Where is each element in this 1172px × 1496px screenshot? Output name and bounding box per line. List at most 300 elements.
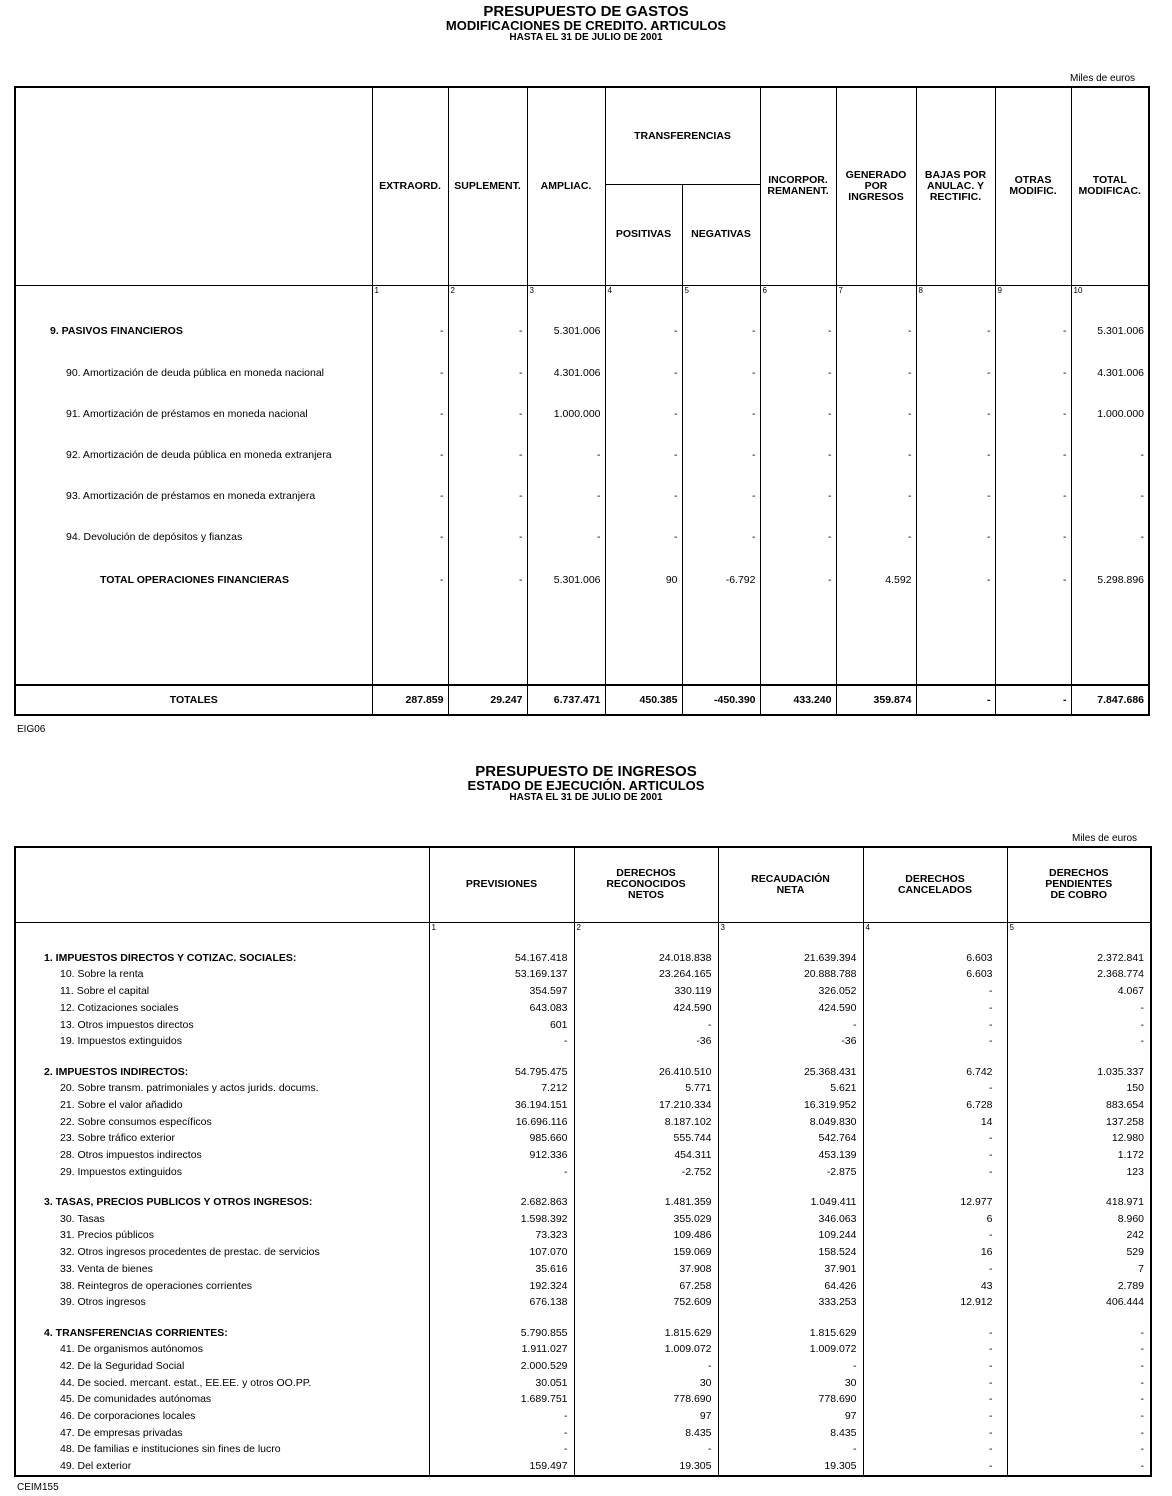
- header-total: [1071, 87, 1149, 285]
- ingresos-row: [15, 1244, 1151, 1261]
- row-value: 1.000.000: [527, 393, 605, 434]
- row-value: -: [760, 476, 836, 517]
- blank-cell: [574, 933, 718, 950]
- row-value: -: [1007, 1441, 1151, 1458]
- row-value: -: [995, 517, 1071, 558]
- blank-cell: [429, 1311, 574, 1325]
- row-value: 8.049.830: [718, 1113, 863, 1130]
- blank-cell: [574, 1475, 718, 1476]
- row-value: 1.815.629: [718, 1324, 863, 1341]
- row-value: -: [527, 476, 605, 517]
- row-value: -: [448, 434, 527, 475]
- row-label: 19. Impuestos extinguidos: [60, 1035, 182, 1048]
- ingresos-date: HASTA EL 31 DE JULIO DE 2001: [509, 792, 663, 803]
- blank-cell: [15, 1475, 429, 1476]
- row-label: 30. Tasas: [60, 1212, 105, 1225]
- row-value: -: [916, 311, 995, 352]
- gastos-row: [15, 434, 1149, 475]
- row-value: -: [527, 517, 605, 558]
- ingresos-spacer-row: [15, 1050, 1151, 1064]
- blank-cell: [760, 558, 836, 572]
- row-value: -: [448, 393, 527, 434]
- row-value: -: [1071, 476, 1149, 517]
- blank-cell: [760, 588, 836, 685]
- totales-value: 450.385: [605, 685, 682, 715]
- row-value: 454.311: [574, 1147, 718, 1164]
- blank-cell: [836, 588, 916, 685]
- row-value: 778.690: [574, 1391, 718, 1408]
- row-value: 326.052: [718, 983, 863, 1000]
- row-value: 30: [718, 1374, 863, 1391]
- blank-cell: [863, 1180, 1007, 1194]
- row-value: -: [372, 434, 448, 475]
- row-value: 16: [863, 1244, 1007, 1261]
- row-value: 16.319.952: [718, 1097, 863, 1114]
- row-value: 2.372.841: [1007, 949, 1151, 966]
- row-label: 13. Otros impuestos directos: [60, 1018, 194, 1031]
- blank-cell: [682, 588, 760, 685]
- ingresos-row: [15, 1260, 1151, 1277]
- row-label: 32. Otros ingresos procedentes de prestac. de servicios: [60, 1246, 320, 1259]
- row-value: -: [1007, 1016, 1151, 1033]
- header-generado-line-1: GENERADO: [845, 168, 907, 181]
- ingresos-row: [15, 983, 1151, 1000]
- header-previsiones: PREVISIONES: [429, 847, 574, 922]
- row-value: -: [448, 476, 527, 517]
- row-value: -: [1007, 1033, 1151, 1050]
- row-value: -: [995, 352, 1071, 393]
- row-value: -: [372, 352, 448, 393]
- row-label: 31. Precios públicos: [60, 1229, 154, 1242]
- totales-value: -450.390: [682, 685, 760, 715]
- row-value: -: [863, 1324, 1007, 1341]
- gastos-units: Miles de euros: [1070, 73, 1136, 84]
- blank-cell: [1071, 588, 1149, 685]
- header-cancelados-line-1: DERECHOS: [905, 872, 965, 885]
- header-cancelados: [863, 847, 1007, 922]
- colnum-3: 3: [527, 285, 605, 311]
- gastos-row: [15, 311, 1149, 352]
- blank-cell: [916, 588, 995, 685]
- ingresos-row: [15, 1130, 1151, 1147]
- row-value: -: [448, 517, 527, 558]
- row-value: 1.598.392: [429, 1210, 574, 1227]
- row-label: 9. PASIVOS FINANCIEROS: [50, 325, 183, 338]
- row-value: -36: [718, 1033, 863, 1050]
- header-cancelados-line-2: CANCELADOS: [897, 883, 973, 896]
- colnum-9: 9: [995, 285, 1071, 311]
- row-value: 7.212: [429, 1080, 574, 1097]
- blank-cell: [448, 588, 527, 685]
- totales-value: -: [995, 685, 1071, 715]
- row-value: 8.960: [1007, 1210, 1151, 1227]
- row-label: 44. De socied. mercant. estat., EE.EE. y otros OO.PP.: [60, 1376, 312, 1389]
- header-positivas: POSITIVAS: [605, 185, 682, 285]
- row-value: 601: [429, 1016, 574, 1033]
- row-value: 12.977: [863, 1194, 1007, 1211]
- row-value: 1.481.359: [574, 1194, 718, 1211]
- row-value: -: [863, 1080, 1007, 1097]
- row-value: -: [1007, 1458, 1151, 1475]
- blank-cell: [1007, 1475, 1151, 1476]
- row-value: 1.172: [1007, 1147, 1151, 1164]
- row-value: 137.258: [1007, 1113, 1151, 1130]
- row-value: -: [863, 1441, 1007, 1458]
- row-value: -: [682, 517, 760, 558]
- row-value: -: [429, 1424, 574, 1441]
- row-value: 883.654: [1007, 1097, 1151, 1114]
- row-value: 4.301.006: [1071, 352, 1149, 393]
- header-generado-line-2: POR: [864, 179, 888, 192]
- header-derechos-reconocidos-line-3: NETOS: [628, 889, 664, 902]
- row-value: 555.744: [574, 1130, 718, 1147]
- gastos-row: [15, 476, 1149, 517]
- row-label: 3. TASAS, PRECIOS PUBLICOS Y OTROS INGRESOS:: [44, 1196, 313, 1209]
- header-ampliac: AMPLIAC.: [527, 87, 605, 285]
- row-value: -: [863, 1358, 1007, 1375]
- ingresos-row: [15, 1097, 1151, 1114]
- row-value: 26.410.510: [574, 1063, 718, 1080]
- row-value: -: [995, 393, 1071, 434]
- row-value: 16.696.116: [429, 1113, 574, 1130]
- row-label: 91. Amortización de préstamos en moneda nacional: [66, 407, 308, 420]
- row-value: -: [605, 352, 682, 393]
- row-value: -: [718, 1016, 863, 1033]
- ingresos-body: [15, 933, 1151, 1475]
- row-value: 6.728: [863, 1097, 1007, 1114]
- row-value: 643.083: [429, 999, 574, 1016]
- blank-cell: [15, 1050, 429, 1064]
- row-value: 7: [1007, 1260, 1151, 1277]
- row-value: 5.771: [574, 1080, 718, 1097]
- row-value: 529: [1007, 1244, 1151, 1261]
- total-operaciones-value: 4.592: [836, 572, 916, 588]
- row-label: 92. Amortización de deuda pública en moneda extranjera: [66, 449, 332, 461]
- total-operaciones-value: 5.298.896: [1071, 572, 1149, 588]
- ingresos-row: [15, 1227, 1151, 1244]
- colnum-4: 4: [605, 285, 682, 311]
- ingresos-chapter-row: [15, 949, 1151, 966]
- row-value: 97: [718, 1408, 863, 1425]
- row-label: 48. De familias e instituciones sin fines de lucro: [60, 1443, 281, 1456]
- ingresos-chapter-row: [15, 1324, 1151, 1341]
- gastos-body: [15, 311, 1149, 558]
- header-recaudacion-line-1: RECAUDACIÓN: [751, 872, 830, 885]
- blank-cell: [574, 1050, 718, 1064]
- header-extraord: EXTRAORD.: [372, 87, 448, 285]
- row-value: 333.253: [718, 1294, 863, 1311]
- ing-colnum-4: 4: [863, 922, 1007, 932]
- row-value: 1.049.411: [718, 1194, 863, 1211]
- ing-colnum-1: 1: [429, 922, 574, 932]
- row-value: -: [429, 1408, 574, 1425]
- row-value: 985.660: [429, 1130, 574, 1147]
- row-value: 4.067: [1007, 983, 1151, 1000]
- row-value: 12.980: [1007, 1130, 1151, 1147]
- blank-cell: [1071, 558, 1149, 572]
- row-value: -: [605, 517, 682, 558]
- blank-cell: [863, 933, 1007, 950]
- totales-value: 287.859: [372, 685, 448, 715]
- ing-colnum-3: 3: [718, 922, 863, 932]
- row-value: -36: [574, 1033, 718, 1050]
- row-value: -: [1007, 1358, 1151, 1375]
- row-label: 42. De la Seguridad Social: [60, 1359, 185, 1372]
- row-value: -: [605, 393, 682, 434]
- header-generado-line-3: INGRESOS: [848, 190, 904, 203]
- row-value: -2.752: [574, 1163, 718, 1180]
- row-value: 73.323: [429, 1227, 574, 1244]
- row-value: 17.210.334: [574, 1097, 718, 1114]
- blank-cell: [429, 1180, 574, 1194]
- totales-value: 6.737.471: [527, 685, 605, 715]
- row-value: -: [682, 352, 760, 393]
- row-value: -: [1007, 1408, 1151, 1425]
- row-label: 29. Impuestos extinguidos: [60, 1165, 182, 1178]
- blank-cell: [916, 558, 995, 572]
- header-incorpor-line-1: INCORPOR.: [768, 174, 828, 187]
- blank-cell: [15, 1180, 429, 1194]
- row-value: 107.070: [429, 1244, 574, 1261]
- ingresos-row: [15, 999, 1151, 1016]
- row-value: -: [1007, 1324, 1151, 1341]
- row-value: 43: [863, 1277, 1007, 1294]
- blank-cell: [718, 1180, 863, 1194]
- header-total-line-2: MODIFICAC.: [1078, 185, 1141, 198]
- row-value: -: [605, 311, 682, 352]
- total-operaciones-value: -: [372, 572, 448, 588]
- row-value: -: [916, 434, 995, 475]
- row-value: -: [863, 999, 1007, 1016]
- row-label: 11. Sobre el capital: [60, 985, 150, 998]
- header-pendientes: [1007, 847, 1151, 922]
- gastos-row: [15, 517, 1149, 558]
- row-value: -: [760, 352, 836, 393]
- row-value: 54.167.418: [429, 949, 574, 966]
- row-value: 6.603: [863, 966, 1007, 983]
- row-value: -: [995, 311, 1071, 352]
- blank-cell: [1007, 1311, 1151, 1325]
- row-label: 23. Sobre tráfico exterior: [60, 1132, 175, 1145]
- row-value: 8.187.102: [574, 1113, 718, 1130]
- row-value: -: [836, 517, 916, 558]
- row-value: -: [448, 311, 527, 352]
- colnum-5: 5: [682, 285, 760, 311]
- row-value: 1.911.027: [429, 1341, 574, 1358]
- row-label: 4. TRANSFERENCIAS CORRIENTES:: [44, 1326, 228, 1339]
- gastos-header-concept: [15, 87, 372, 285]
- header-incorpor-line-2: REMANENT.: [767, 185, 829, 198]
- row-value: -: [863, 1033, 1007, 1050]
- blank-cell: [995, 588, 1071, 685]
- ingresos-title: PRESUPUESTO DE INGRESOS: [475, 763, 697, 780]
- row-value: -: [1007, 1424, 1151, 1441]
- row-value: -: [760, 393, 836, 434]
- row-value: -: [574, 1358, 718, 1375]
- header-bajas: [916, 87, 995, 285]
- ingresos-row: [15, 1391, 1151, 1408]
- row-value: -: [760, 311, 836, 352]
- header-total-line-1: TOTAL: [1092, 174, 1127, 187]
- row-label: 12. Cotizaciones sociales: [60, 1001, 179, 1014]
- blank-cell: [718, 933, 863, 950]
- row-value: 355.029: [574, 1210, 718, 1227]
- row-value: 53.169.137: [429, 966, 574, 983]
- totales-value: 359.874: [836, 685, 916, 715]
- blank-cell: [995, 558, 1071, 572]
- row-value: 158.524: [718, 1244, 863, 1261]
- header-bajas-line-1: BAJAS POR: [924, 168, 987, 181]
- row-value: 330.119: [574, 983, 718, 1000]
- row-value: -2.875: [718, 1163, 863, 1180]
- row-label: 90. Amortización de deuda pública en moneda nacional: [66, 366, 325, 379]
- row-value: -: [574, 1441, 718, 1458]
- row-label: 41. De organismos autónomos: [60, 1343, 203, 1356]
- ing-colnum-blank: [15, 922, 429, 932]
- row-value: 1.035.337: [1007, 1063, 1151, 1080]
- row-value: 20.888.788: [718, 966, 863, 983]
- gastos-header-row-1: [15, 87, 1149, 185]
- row-label: 49. Del exterior: [60, 1460, 132, 1473]
- gastos-table: [14, 86, 1150, 716]
- gastos-title: PRESUPUESTO DE GASTOS: [483, 3, 689, 20]
- row-value: -: [836, 393, 916, 434]
- row-value: 354.597: [429, 983, 574, 1000]
- row-value: -: [448, 352, 527, 393]
- gastos-colnum-row: [15, 285, 1149, 311]
- row-label: 45. De comunidades autónomas: [60, 1393, 212, 1406]
- blank-cell: [682, 558, 760, 572]
- row-value: 424.590: [574, 999, 718, 1016]
- blank-cell: [836, 558, 916, 572]
- blank-cell: [448, 558, 527, 572]
- row-value: 6: [863, 1210, 1007, 1227]
- header-recaudacion-line-2: NETA: [776, 883, 805, 896]
- row-value: 97: [574, 1408, 718, 1425]
- row-value: 123: [1007, 1163, 1151, 1180]
- gastos-title-block: [0, 4, 1172, 44]
- row-label: 10. Sobre la renta: [60, 968, 144, 981]
- row-value: 676.138: [429, 1294, 574, 1311]
- ingresos-row: [15, 1441, 1151, 1458]
- gastos-date: HASTA EL 31 DE JULIO DE 2001: [509, 32, 663, 43]
- row-value: -: [863, 1163, 1007, 1180]
- row-value: 5.301.006: [527, 311, 605, 352]
- ingresos-row: [15, 1163, 1151, 1180]
- totales-value: 7.847.686: [1071, 685, 1149, 715]
- total-operaciones-value: -: [760, 572, 836, 588]
- blank-cell: [718, 1311, 863, 1325]
- ingresos-units: Miles de euros: [1072, 833, 1138, 844]
- ingresos-row: [15, 966, 1151, 983]
- total-operaciones-value: 5.301.006: [527, 572, 605, 588]
- ingresos-colnum-row: [15, 922, 1151, 932]
- header-derechos-reconocidos-line-1: DERECHOS: [616, 867, 676, 880]
- header-derechos-reconocidos-line-2: RECONOCIDOS: [606, 878, 686, 891]
- row-value: 36.194.151: [429, 1097, 574, 1114]
- row-value: -: [916, 517, 995, 558]
- row-value: 67.258: [574, 1277, 718, 1294]
- row-value: 8.435: [718, 1424, 863, 1441]
- row-value: -: [372, 517, 448, 558]
- row-label: 94. Devolución de depósitos y fianzas: [66, 531, 243, 544]
- row-value: 542.764: [718, 1130, 863, 1147]
- blank-cell: [429, 1475, 574, 1476]
- row-value: -: [863, 1408, 1007, 1425]
- blank-cell: [863, 1311, 1007, 1325]
- row-value: -: [682, 393, 760, 434]
- row-value: -: [372, 476, 448, 517]
- blank-cell: [429, 933, 574, 950]
- blank-cell: [15, 588, 372, 685]
- header-derechos-reconocidos: [574, 847, 718, 922]
- row-value: 37.908: [574, 1260, 718, 1277]
- row-value: 5.621: [718, 1080, 863, 1097]
- row-value: 19.305: [718, 1458, 863, 1475]
- gastos-row: [15, 352, 1149, 393]
- header-otras-line-2: MODIFIC.: [1009, 185, 1057, 198]
- ingresos-table: [14, 846, 1152, 1477]
- ingresos-row: [15, 1341, 1151, 1358]
- ingresos-row: [15, 1408, 1151, 1425]
- row-label: 22. Sobre consumos específicos: [60, 1115, 212, 1128]
- row-value: -: [1007, 999, 1151, 1016]
- row-value: 1.009.072: [718, 1341, 863, 1358]
- row-value: 1.009.072: [574, 1341, 718, 1358]
- row-value: -: [863, 1016, 1007, 1033]
- ingresos-row: [15, 1080, 1151, 1097]
- blank-cell: [574, 1311, 718, 1325]
- row-value: -: [718, 1358, 863, 1375]
- totales-value: 29.247: [448, 685, 527, 715]
- row-value: 424.590: [718, 999, 863, 1016]
- row-value: 12.912: [863, 1294, 1007, 1311]
- blank-cell: [863, 1475, 1007, 1476]
- row-value: 30: [574, 1374, 718, 1391]
- blank-cell: [863, 1050, 1007, 1064]
- row-value: 912.336: [429, 1147, 574, 1164]
- row-value: -: [836, 311, 916, 352]
- row-value: 6.603: [863, 949, 1007, 966]
- row-value: -: [916, 352, 995, 393]
- gastos-subtitle: MODIFICACIONES DE CREDITO. ARTICULOS: [445, 18, 727, 33]
- header-otras: [995, 87, 1071, 285]
- totales-label: TOTALES: [169, 694, 218, 706]
- colnum-10: 10: [1071, 285, 1149, 311]
- row-label: 39. Otros ingresos: [60, 1296, 146, 1309]
- row-label: 1. IMPUESTOS DIRECTOS Y COTIZAC. SOCIALES:: [44, 951, 297, 964]
- row-value: 2.789: [1007, 1277, 1151, 1294]
- blank-cell: [718, 1050, 863, 1064]
- totales-row: [15, 685, 1149, 715]
- row-value: 406.444: [1007, 1294, 1151, 1311]
- header-negativas: NEGATIVAS: [682, 185, 760, 285]
- ingresos-row: [15, 1016, 1151, 1033]
- row-value: 2.000.529: [429, 1358, 574, 1375]
- row-value: 21.639.394: [718, 949, 863, 966]
- total-operaciones-value: -: [448, 572, 527, 588]
- ingresos-row: [15, 1147, 1151, 1164]
- row-value: -: [605, 434, 682, 475]
- ingresos-row: [15, 1294, 1151, 1311]
- row-value: -: [429, 1441, 574, 1458]
- row-label: 38. Reintegros de operaciones corrientes: [60, 1279, 253, 1292]
- row-value: 1.689.751: [429, 1391, 574, 1408]
- header-pendientes-line-2: PENDIENTES: [1045, 878, 1113, 891]
- totales-value: 433.240: [760, 685, 836, 715]
- header-pendientes-line-3: DE COBRO: [1050, 889, 1108, 902]
- blank-cell: [574, 1180, 718, 1194]
